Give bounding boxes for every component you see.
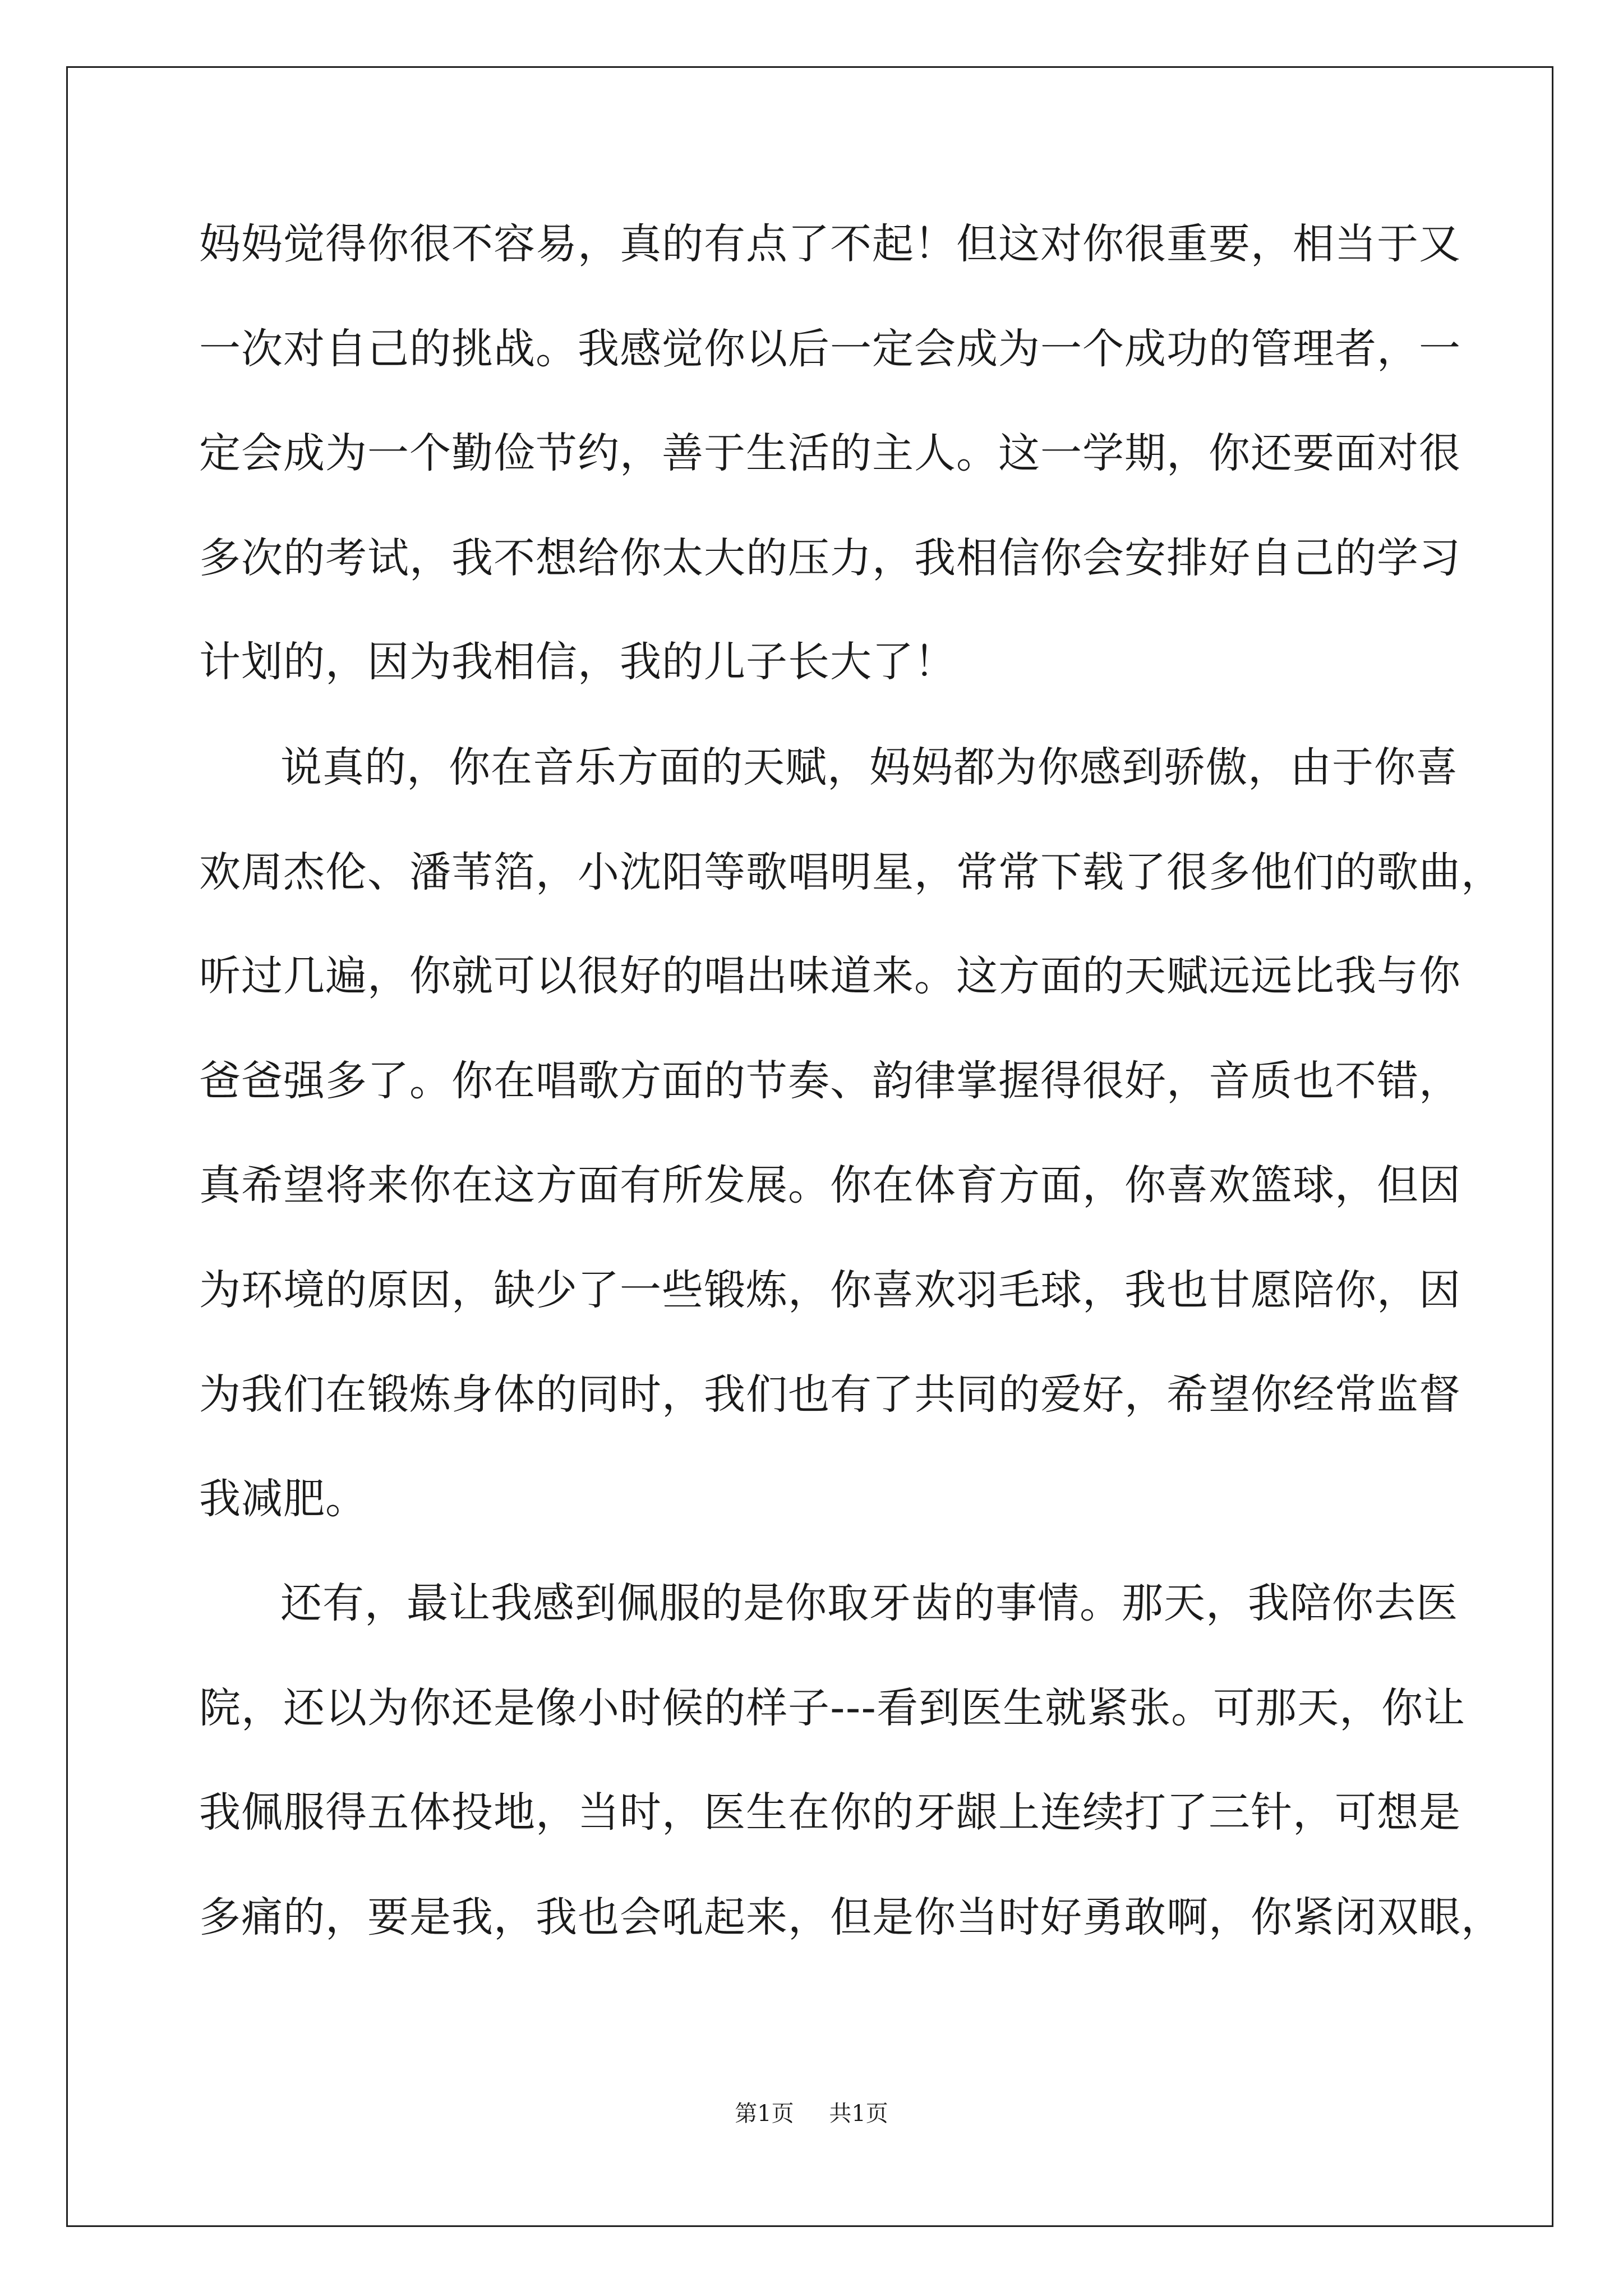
text-line: 妈妈觉得你很不容易，真的有点了不起！但这对你很重要，相当于又: [199, 220, 1461, 268]
text-line: 计划的，因为我相信，我的儿子长大了！: [199, 638, 956, 686]
text-line: 听过几遍，你就可以很好的唱出味道来。这方面的天赋远远比我与你: [199, 952, 1461, 1000]
text-line: 院，还以为你还是像小时候的样子---看到医生就紧张。可那天，你让: [199, 1684, 1466, 1732]
page-number: 第1页: [735, 2101, 794, 2127]
text-line: 多次的考试，我不想给你太大的压力，我相信你会安排好自己的学习: [199, 534, 1461, 582]
text-line: 真希望将来你在这方面有所发展。你在体育方面，你喜欢篮球，但因: [199, 1161, 1461, 1209]
page-footer: [0, 2098, 1623, 2129]
text-line: 还有，最让我感到佩服的是你取牙齿的事情。那天，我陪你去医: [280, 1579, 1458, 1627]
text-line: 爸爸强多了。你在唱歌方面的节奏、韵律掌握得很好，音质也不错，: [199, 1057, 1461, 1105]
text-line: 说真的，你在音乐方面的天赋，妈妈都为你感到骄傲，由于你喜: [280, 743, 1458, 792]
text-line: 欢周杰伦、潘苇箔，小沈阳等歌唱明星，常常下载了很多他们的歌曲，: [199, 848, 1503, 896]
text-line: 为我们在锻炼身体的同时，我们也有了共同的爱好，希望你经常监督: [199, 1370, 1461, 1419]
text-line: 我佩服得五体投地，当时，医生在你的牙龈上连续打了三针，可想是: [199, 1788, 1461, 1837]
text-line: 一次对自己的挑战。我感觉你以后一定会成为一个成功的管理者，一: [199, 325, 1461, 373]
text-line: 我减肥。: [199, 1475, 367, 1523]
text-line: 多痛的，要是我，我也会吼起来，但是你当时好勇敢啊，你紧闭双眼，: [199, 1893, 1503, 1941]
page-total: 共1页: [829, 2101, 888, 2127]
text-line: 为环境的原因，缺少了一些锻炼，你喜欢羽毛球，我也甘愿陪你，因: [199, 1266, 1461, 1314]
text-line: 定会成为一个勤俭节约，善于生活的主人。这一学期，你还要面对很: [199, 429, 1461, 477]
